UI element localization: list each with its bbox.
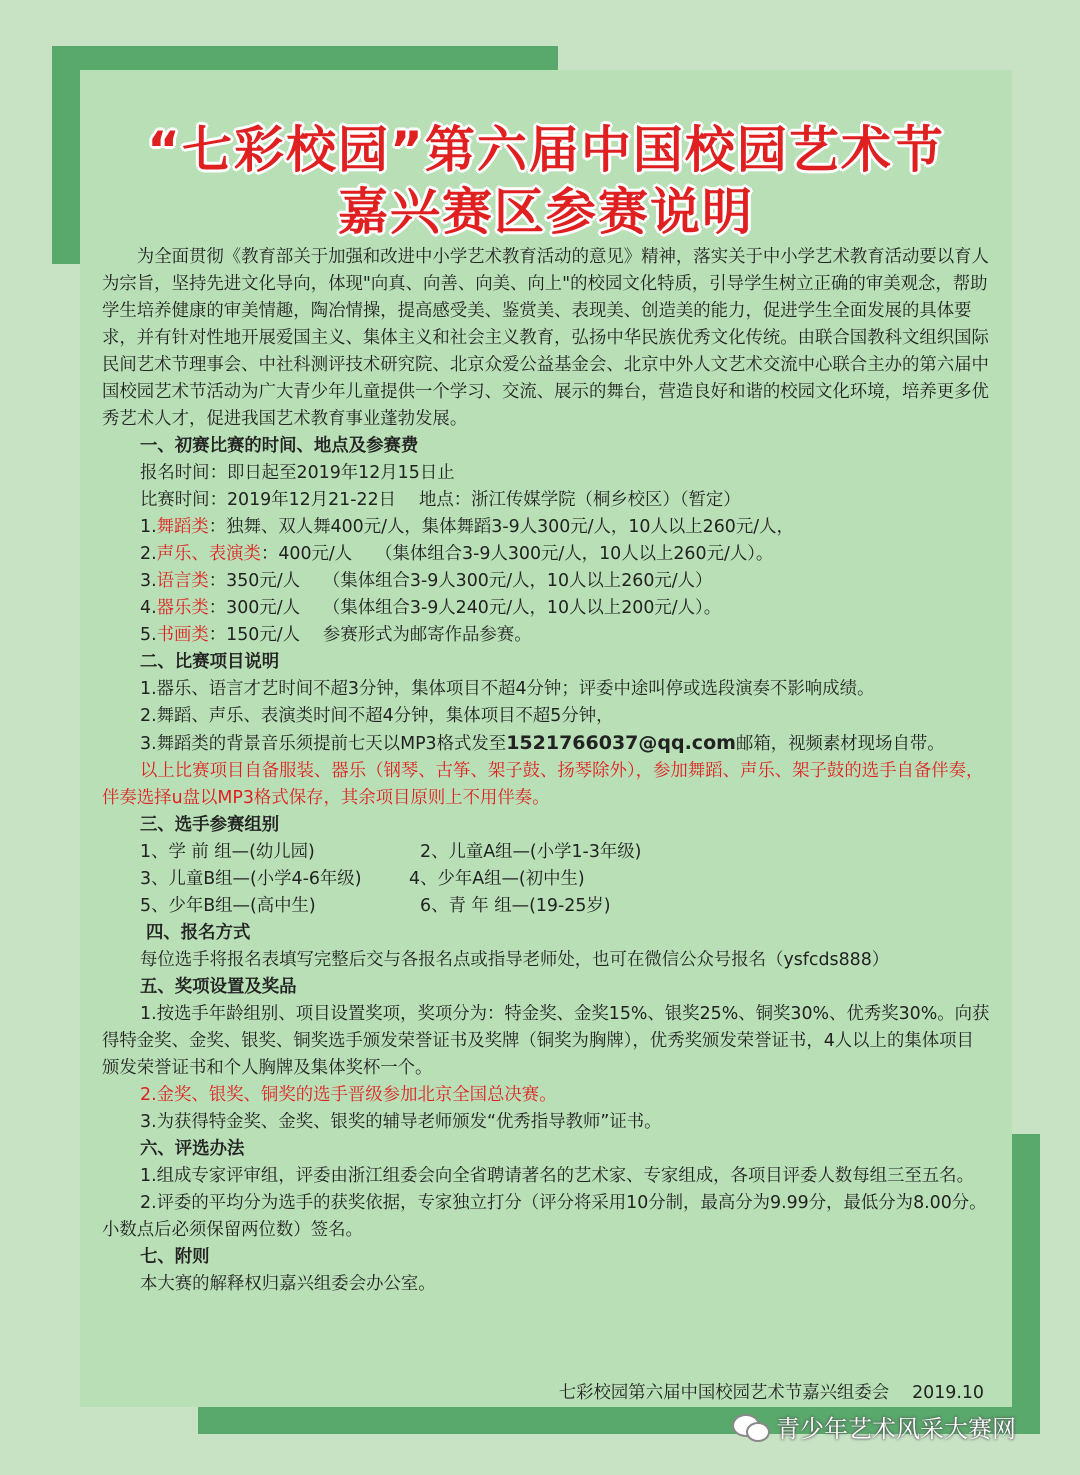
- group-row: [102, 839, 990, 866]
- frame-bar-top: [52, 46, 558, 70]
- document-body: [102, 244, 990, 1298]
- fee-item: [102, 514, 990, 541]
- group-item: 5、少年B组—(高中生): [140, 896, 316, 916]
- signup-time: 报名时间：即日起至2019年12月15日止: [140, 463, 455, 483]
- watermark-text: 青少年艺术风采大赛网: [776, 1414, 1016, 1443]
- fee-category: 舞蹈类: [156, 517, 209, 537]
- rule-line-3-pre: 3.舞蹈类的背景音乐须提前七天以MP3格式发至: [140, 734, 507, 754]
- judging-line-2: 2.评委的平均分为选手的获奖依据，专家独立打分（评分将采用10分制，最高分为9.99分，最低分为8.00分。小数点后必须保留两位数）签名。: [102, 1193, 987, 1240]
- judging-line-1: 1.组成专家评审组，评委由浙江组委会向全省聘请著名的艺术家、专家组成，各项目评委人数每组三至五名。: [140, 1166, 974, 1186]
- title-line-2: 嘉兴赛区参赛说明: [338, 183, 754, 241]
- section-4-heading: 四、报名方式: [146, 923, 251, 943]
- group-item: 2、儿童A组—(小学1-3年级): [420, 842, 642, 862]
- group-row: [102, 893, 990, 920]
- frame-bar-right: [1012, 1134, 1040, 1434]
- wechat-icon: [730, 1412, 770, 1440]
- fee-num: 5.: [140, 625, 157, 645]
- rule-line-3-post: 邮箱，视频素材现场自带。: [735, 734, 945, 754]
- watermark: [730, 1410, 1016, 1442]
- fee-detail: ：150元/人 参赛形式为邮寄作品参赛。: [208, 625, 532, 645]
- award-line-3: 3.为获得特金奖、金奖、银奖的辅导老师颁发“优秀指导教师”证书。: [140, 1112, 662, 1132]
- group-item: 6、青 年 组—(19-25岁): [420, 896, 611, 916]
- fee-num: 4.: [140, 598, 157, 618]
- fee-detail: ：350元/人 （集体组合3-9人300元/人，10人以上260元/人）: [208, 571, 713, 591]
- rule-line-3: [102, 730, 990, 758]
- submission-email: 1521766037@qq.com: [506, 732, 736, 754]
- section-7-heading: 七、附则: [140, 1247, 210, 1267]
- match-time-location: 比赛时间：2019年12月21-22日 地点：浙江传媒学院（桐乡校区）（暂定）: [140, 490, 741, 510]
- organizer-signature: 七彩校园第六届中国校园艺术节嘉兴组委会 2019.10: [558, 1383, 984, 1403]
- section-2-heading: 二、比赛项目说明: [140, 652, 280, 672]
- award-line-1: 1.按选手年龄组别、项目设置奖项，奖项分为：特金奖、金奖15%、银奖25%、铜奖30%、优秀奖30%。向获得特金奖、金奖、银奖、铜奖选手颁发荣誉证书及奖牌（铜奖为胸牌），优秀奖颁发荣誉证书，4人以上的集体项目颁发荣誉证书和个人胸牌及集体奖杯一个。: [102, 1004, 990, 1078]
- fee-category: 书画类: [156, 625, 209, 645]
- frame-bar-left: [52, 46, 80, 264]
- section-5-heading: 五、奖项设置及奖品: [140, 977, 297, 997]
- fee-detail: ：独舞、双人舞400元/人，集体舞蹈3-9人300元/人，10人以上260元/人，: [208, 517, 794, 537]
- fee-category: 声乐、表演类: [156, 544, 261, 564]
- fee-detail: ：400元/人 （集体组合3-9人300元/人，10人以上260元/人）。: [260, 544, 774, 564]
- fee-item: [102, 541, 990, 568]
- fee-item: [102, 595, 990, 622]
- group-row: [102, 866, 990, 893]
- fee-num: 1.: [140, 517, 157, 537]
- fee-category: 语言类: [156, 571, 209, 591]
- intro-paragraph: 为全面贯彻《教育部关于加强和改进中小学艺术教育活动的意见》精神，落实关于中小学艺术教育活动要以育人为宗旨，坚持先进文化导向，体现"向真、向善、向美、向上"的校园文化特质，引导学生树立正确的审美观念，帮助学生培养健康的审美情趣，陶冶情操，提高感受美、鉴赏美、表现美、创造美的能力，促进学生全面发展的具体要求，并有针对性地开展爱国主义、集体主义和社会主义教育，弘扬中华民族优秀文化传统。由联合国教科文组织国际民间艺术节理事会、中社科测评技术研究院、北京众爱公益基金会、北京中外人文艺术交流中心联合主办的第六届中国校园艺术节活动为广大青少年儿童提供一个学习、交流、展示的舞台，营造良好和谐的校园文化环境，培养更多优秀艺术人才，促进我国艺术教育事业蓬勃发展。: [102, 247, 989, 429]
- fee-category: 器乐类: [156, 598, 209, 618]
- rule-line-1: 1.器乐、语言才艺时间不超3分钟，集体项目不超4分钟；评委中途叫停或选段演奏不影响成绩。: [140, 679, 875, 699]
- section-3-heading: 三、选手参赛组别: [140, 815, 280, 835]
- fee-item: [102, 568, 990, 595]
- rule-line-2: 2.舞蹈、声乐、表演类时间不超4分钟，集体项目不超5分钟，: [140, 706, 614, 726]
- fee-detail: ：300元/人 （集体组合3-9人240元/人，10人以上200元/人）。: [208, 598, 722, 618]
- title-line-1: “七彩校园”第六届中国校园艺术节: [147, 121, 945, 179]
- group-item: 3、儿童B组—(小学4-6年级): [140, 869, 362, 889]
- fee-num: 2.: [140, 544, 157, 564]
- section-1-heading: 一、初赛比赛的时间、地点及参赛费: [140, 436, 419, 456]
- equipment-note: 以上比赛项目自备服装、器乐（钢琴、古筝、架子鼓、扬琴除外），参加舞蹈、声乐、架子鼓的选手自备伴奏，伴奏选择u盘以MP3格式保存，其余项目原则上不用伴奏。: [102, 761, 984, 808]
- fee-num: 3.: [140, 571, 157, 591]
- group-item: 4、少年A组—(初中生): [409, 869, 585, 889]
- section-6-heading: 六、评选办法: [140, 1139, 245, 1159]
- group-item: 1、学 前 组—(幼儿园): [140, 842, 315, 862]
- award-line-2: 2.金奖、银奖、铜奖的选手晋级参加北京全国总决赛。: [140, 1085, 557, 1105]
- appendix-text: 本大赛的解释权归嘉兴组委会办公室。: [140, 1274, 436, 1294]
- signup-method: 每位选手将报名表填写完整后交与各报名点或指导老师处，也可在微信公众号报名（ysfcds888）: [140, 950, 890, 970]
- fee-item: [102, 622, 990, 649]
